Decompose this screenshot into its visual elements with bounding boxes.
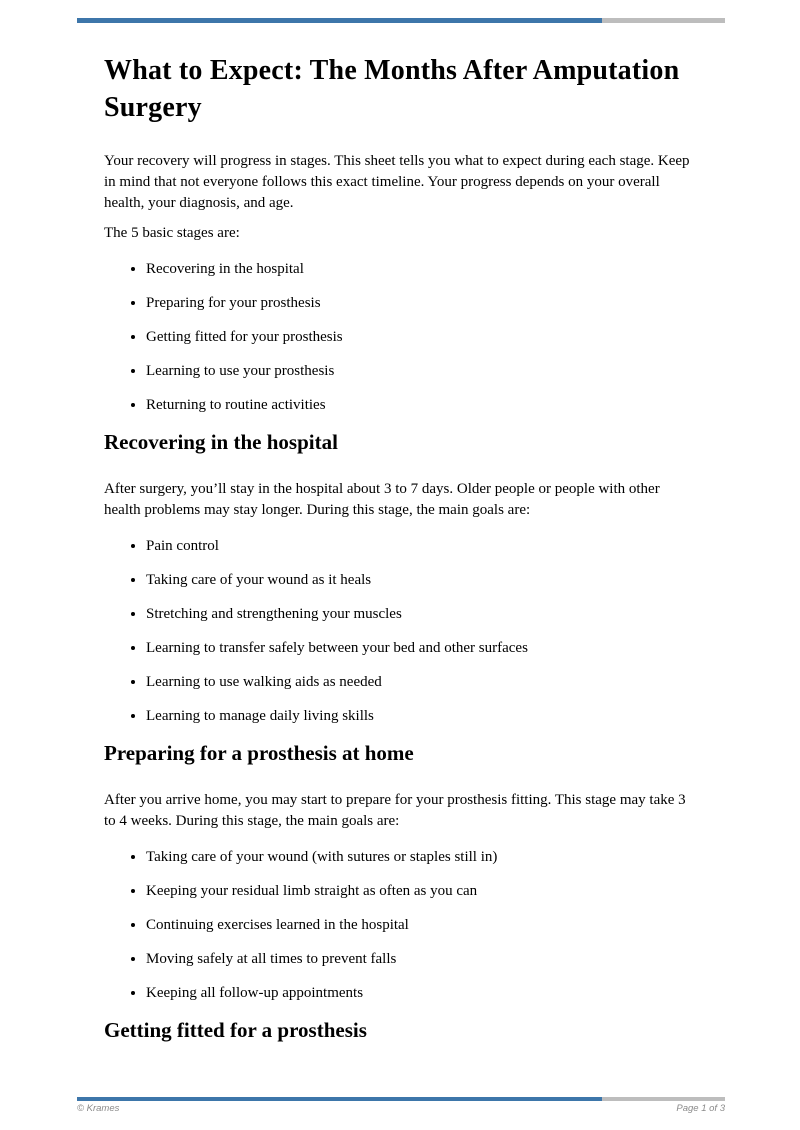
list-item: • Taking care of your wound as it heals [146,570,654,591]
intro-paragraph: Your recovery will progress in stages. This sheet tells you what to expect during each stage. Keep in mind that not everyone follows this exact timeline. Your progress depends on your overall health, your diagnosis, and age. [104,153,690,211]
list-item: • Pain control [146,536,654,557]
preparing-paragraph: After you arrive home, you may start to prepare for your prosthesis fitting. This stage may take 3 to 4 weeks. During this stage, the main goals are: [104,792,686,829]
section-heading-preparing-home: Preparing for a prosthesis at home [104,741,414,765]
stages-lead-paragraph: The 5 basic stages are: [104,225,240,241]
preparing-goals-list [104,847,654,1004]
list-item: • Learning to use your prosthesis [146,361,654,382]
list-item: • Keeping your residual limb straight as often as you can [146,881,654,902]
stages-list [104,259,654,416]
list-item: • Learning to use walking aids as needed [146,672,654,693]
section-heading-recovering-hospital: Recovering in the hospital [104,430,338,454]
list-item: • Keeping all follow-up appointments [146,983,654,1004]
section-heading-getting-fitted: Getting fitted for a prosthesis [104,1018,367,1042]
page-indicator: Page 1 of 3 [676,1103,725,1114]
list-item: • Recovering in the hospital [146,259,654,280]
list-item: • Stretching and strengthening your muscles [146,604,654,625]
list-item: • Returning to routine activities [146,395,654,416]
footer-bar-gray-segment [602,1097,725,1101]
top-bar-gray-segment [602,18,725,23]
list-item: • Taking care of your wound (with sutures or staples still in) [146,847,654,868]
list-item: • Getting fitted for your prosthesis [146,327,654,348]
hospital-goals-list [104,536,654,727]
list-item: • Learning to transfer safely between your bed and other surfaces [146,638,654,659]
hospital-paragraph: After surgery, you’ll stay in the hospital about 3 to 7 days. Older people or people with other health problems may stay longer. During this stage, the main goals are: [104,481,660,518]
top-bar-blue-segment [77,18,602,23]
footer-accent-bar [77,1097,725,1101]
page-title: What to Expect: The Months After Amputation Surgery [104,55,680,123]
list-item: • Learning to manage daily living skills [146,706,654,727]
list-item: • Continuing exercises learned in the hospital [146,915,654,936]
top-accent-bar [77,18,725,23]
copyright-text: © Krames [77,1103,120,1114]
footer-bar-blue-segment [77,1097,602,1101]
list-item: • Moving safely at all times to prevent falls [146,949,654,970]
list-item: • Preparing for your prosthesis [146,293,654,314]
footer [77,1103,725,1114]
